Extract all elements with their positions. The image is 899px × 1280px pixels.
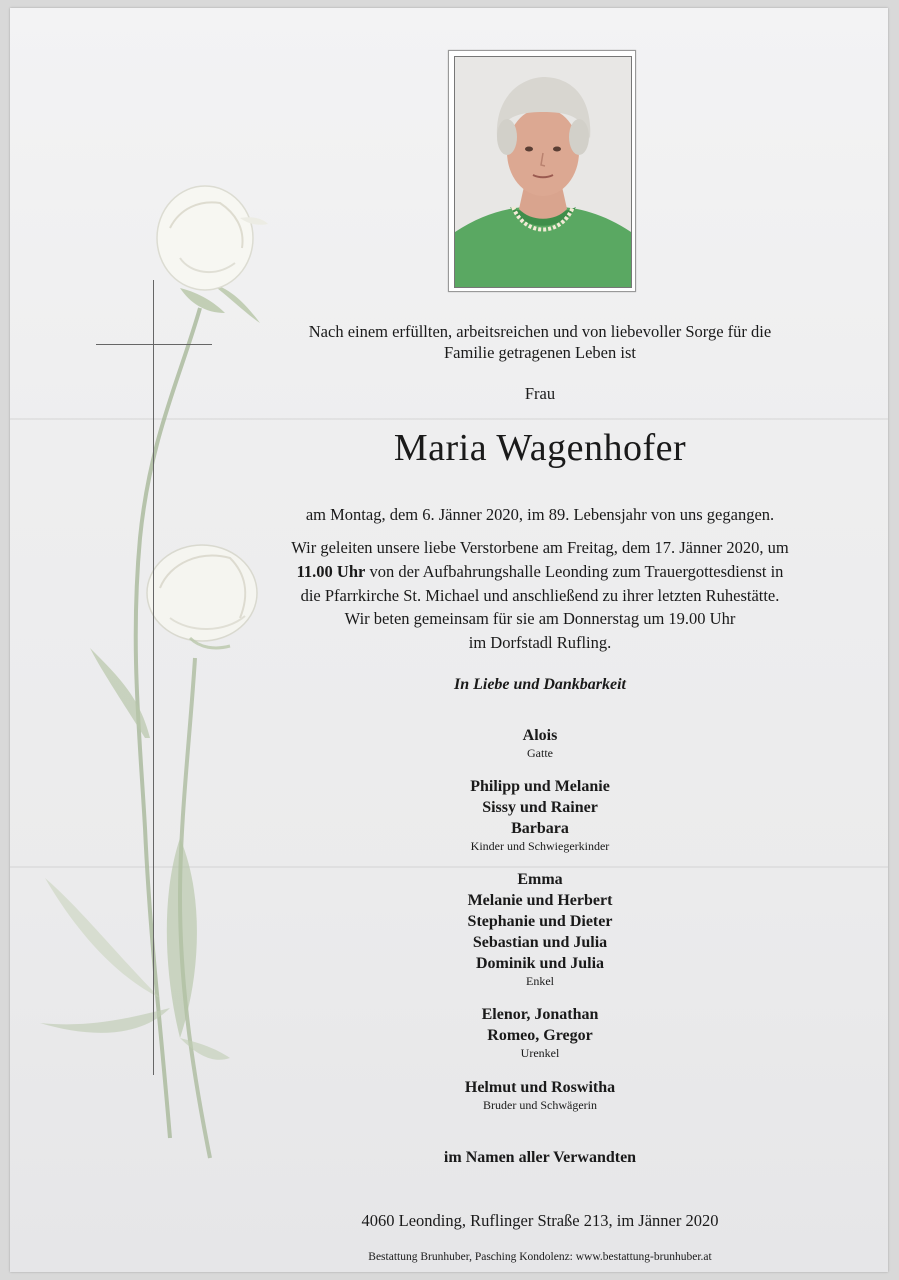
- mourner-role: Urenkel: [520, 1046, 560, 1060]
- cross-horizontal-line: [96, 344, 212, 345]
- dedication-heading: In Liebe und Dankbarkeit: [453, 676, 626, 693]
- address-line: 4060 Leonding, Ruflinger Straße 213, im Jänner 2020: [361, 1211, 719, 1230]
- funeral-line-2: von der Aufbahrungshalle Leonding zum Trauergottesdienst in: [365, 562, 784, 581]
- mourner-name: Emma: [517, 871, 563, 888]
- mourner-group-great-grandchildren: [250, 1004, 830, 1060]
- prayer-line-1: Wir beten gemeinsam für sie am Donnerstag um 19.00 Uhr: [344, 609, 736, 628]
- mourner-name: Sissy und Rainer: [482, 799, 598, 816]
- deceased-name: Maria Wagenhofer: [393, 427, 687, 469]
- funeral-line-1: Wir geleiten unsere liebe Verstorbene am Freitag, dem 17. Jänner 2020, um: [291, 538, 789, 557]
- cross-vertical-line: [153, 280, 154, 1075]
- salutation: Frau: [524, 384, 556, 403]
- mourner-name: Helmut und Roswitha: [464, 1079, 616, 1096]
- mourner-role: Kinder und Schwiegerkinder: [470, 839, 610, 853]
- mourner-name: Dominik und Julia: [475, 955, 605, 972]
- mourner-name: Barbara: [511, 820, 569, 837]
- mourner-name: Melanie und Herbert: [467, 892, 613, 909]
- mourner-group-husband: [250, 725, 830, 760]
- mourner-name: Alois: [522, 727, 558, 744]
- intro-line-2: Familie getragenen Leben ist: [444, 343, 636, 362]
- death-notice: am Montag, dem 6. Jänner 2020, im 89. Lebensjahr von uns gegangen.: [305, 505, 775, 524]
- mourner-role: Enkel: [526, 974, 554, 988]
- obituary-text: [250, 8, 830, 1272]
- prayer-line-2: im Dorfstadl Rufling.: [468, 633, 612, 652]
- mourner-group-siblings: [250, 1077, 830, 1112]
- mourner-name: Philipp und Melanie: [470, 778, 610, 795]
- mourner-group-grandchildren: [250, 869, 830, 988]
- mourner-name: Sebastian und Julia: [472, 934, 608, 951]
- funeral-time: 11.00 Uhr: [296, 562, 366, 581]
- mourner-name: Elenor, Jonathan: [481, 1006, 599, 1023]
- funeral-line-3: die Pfarrkirche St. Michael und anschließend zu ihrer letzten Ruhestätte.: [300, 586, 780, 605]
- intro-text: [250, 321, 830, 363]
- mourner-role: Gatte: [527, 746, 553, 760]
- mourner-role: Bruder und Schwägerin: [483, 1098, 597, 1112]
- obituary-sheet: [10, 8, 888, 1272]
- funeral-home-footer: Bestattung Brunhuber, Pasching Kondolenz: www.bestattung-brunhuber.at: [368, 1251, 712, 1263]
- mourner-name: Romeo, Gregor: [487, 1027, 593, 1044]
- funeral-details: [250, 536, 830, 608]
- mourner-group-children: [250, 776, 830, 853]
- mourner-name: Stephanie und Dieter: [467, 913, 613, 930]
- intro-line-1: Nach einem erfüllten, arbeitsreichen und von liebevoller Sorge für die: [308, 322, 772, 341]
- prayer-details: [250, 607, 830, 655]
- closing-line: im Namen aller Verwandten: [443, 1149, 637, 1166]
